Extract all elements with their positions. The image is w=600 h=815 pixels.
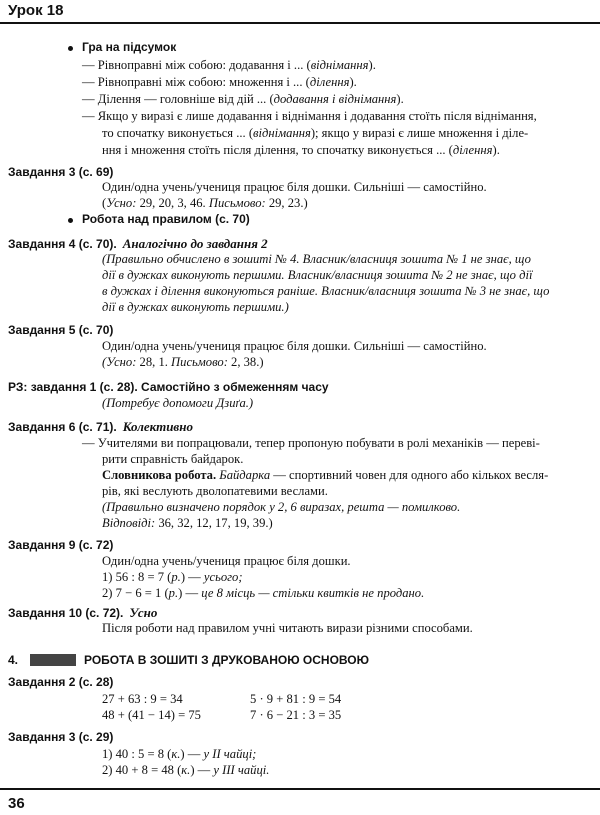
task4-line-1: (Правильно обчислено в зошиті № 4. Власник/власниця зошита № 1 не знає, що (102, 252, 531, 266)
task4-line-3: в дужках і ділення виконуються раніше. Власник/власниця зошита № 3 не знає, що (102, 284, 550, 298)
game-line-6: ння і множення стоїть після ділення, то спочатку виконується ... (ділення). (102, 143, 500, 157)
wb-task3-step-1: 1) 40 : 5 = 8 (к.) — у II чайці; (102, 747, 257, 761)
task5-line-1: Один/одна учень/учениця працює біля дошки. Сильніші — самостійно. (102, 339, 487, 353)
task4-line-4: дії в дужках виконують першими.) (102, 300, 289, 314)
task10-heading: Завдання 10 (с. 72). Усно (8, 605, 158, 620)
wb-task3-heading: Завдання 3 (с. 29) (8, 730, 114, 744)
footer-rule (0, 788, 600, 790)
wb-task3-step-2: 2) 40 + 8 = 48 (к.) — у III чайці. (102, 763, 270, 777)
wb-task2-expr-4: 7 · 6 − 21 : 3 = 35 (250, 708, 342, 722)
section4-title: РОБОТА В ЗОШИТІ З ДРУКОВАНОЮ ОСНОВОЮ (84, 653, 369, 667)
task9-heading: Завдання 9 (с. 72) (8, 538, 114, 552)
task6-heading: Завдання 6 (с. 71). Колективно (8, 419, 193, 434)
rule-title: Робота над правилом (с. 70) (82, 212, 250, 226)
task4-heading: Завдання 4 (с. 70). Аналогічно до завдання 2 (8, 236, 268, 251)
task9-step-1: 1) 56 : 8 = 7 (р.) — усього; (102, 570, 243, 584)
task9-line-1: Один/одна учень/учениця працює біля дошки. (102, 554, 351, 568)
section4-number: 4. (8, 653, 19, 667)
wb-task2-expr-3: 48 + (41 − 14) = 75 (102, 708, 201, 722)
rz-heading: РЗ: завдання 1 (с. 28). Самостійно з обмеженням часу (8, 380, 329, 394)
wb-task2-expr-1: 27 + 63 : 9 = 34 (102, 692, 183, 706)
section-marker-icon (30, 654, 76, 666)
lesson-title: Урок 18 (8, 2, 64, 19)
task6-line-4: рів, які веслують дволопатевими веслами. (102, 484, 328, 498)
game-line-5: то спочатку виконується ... (віднімання); якщо у виразі є лише множення і діле- (102, 126, 529, 140)
task6-line-5: (Правильно визначено порядок у 2, 6 виразах, решта — помилково. (102, 500, 461, 514)
task6-answers: Відповіді: 36, 32, 12, 17, 19, 39.) (102, 516, 273, 530)
rz-line-1: (Потребує допомоги Дзиґа.) (102, 396, 254, 410)
game-line-1: — Рівноправні між собою: додавання і ... (віднімання). (82, 58, 376, 72)
game-line-2: — Рівноправні між собою: множення і ... (ділення). (82, 75, 357, 89)
task3-answers: (Усно: 29, 20, 3, 46. Письмово: 29, 23.) (102, 196, 308, 210)
task10-line-1: Після роботи над правилом учні читають вирази різними способами. (102, 621, 473, 635)
wb-task2-expr-2: 5 · 9 + 81 : 9 = 54 (250, 692, 342, 706)
game-line-4: — Якщо у виразі є лише додавання і віднімання і додавання стоїть після віднімання, (82, 109, 537, 123)
task9-step-2: 2) 7 − 6 = 1 (р.) — це 8 місць — стільки квитків не продано. (102, 586, 425, 600)
task5-heading: Завдання 5 (с. 70) (8, 323, 114, 337)
wb-task2-heading: Завдання 2 (с. 28) (8, 675, 114, 689)
task4-line-2: дії в дужках виконують першими. Власник/власниця зошита № 2 не знає, що дії (102, 268, 533, 282)
bullet-icon (68, 218, 73, 223)
task6-line-2: рити справність байдарок. (102, 452, 244, 466)
task5-answers: (Усно: 28, 1. Письмово: 2, 38.) (102, 355, 264, 369)
task6-vocab: Словникова робота. Байдарка — спортивний човен для одного або кількох весля- (102, 468, 549, 482)
task3-heading: Завдання 3 (с. 69) (8, 165, 114, 179)
game-line-3: — Ділення — головніше від дій ... (додавання і віднімання). (82, 92, 404, 106)
bullet-icon (68, 46, 73, 51)
page-header (0, 0, 600, 24)
page-number: 36 (8, 795, 25, 812)
task3-line-1: Один/одна учень/учениця працює біля дошки. Сильніші — самостійно. (102, 180, 487, 194)
task6-line-1: — Учителями ви попрацювали, тепер пропоную побувати в ролі механіків — переві- (82, 436, 540, 450)
game-title: Гра на підсумок (82, 40, 177, 54)
